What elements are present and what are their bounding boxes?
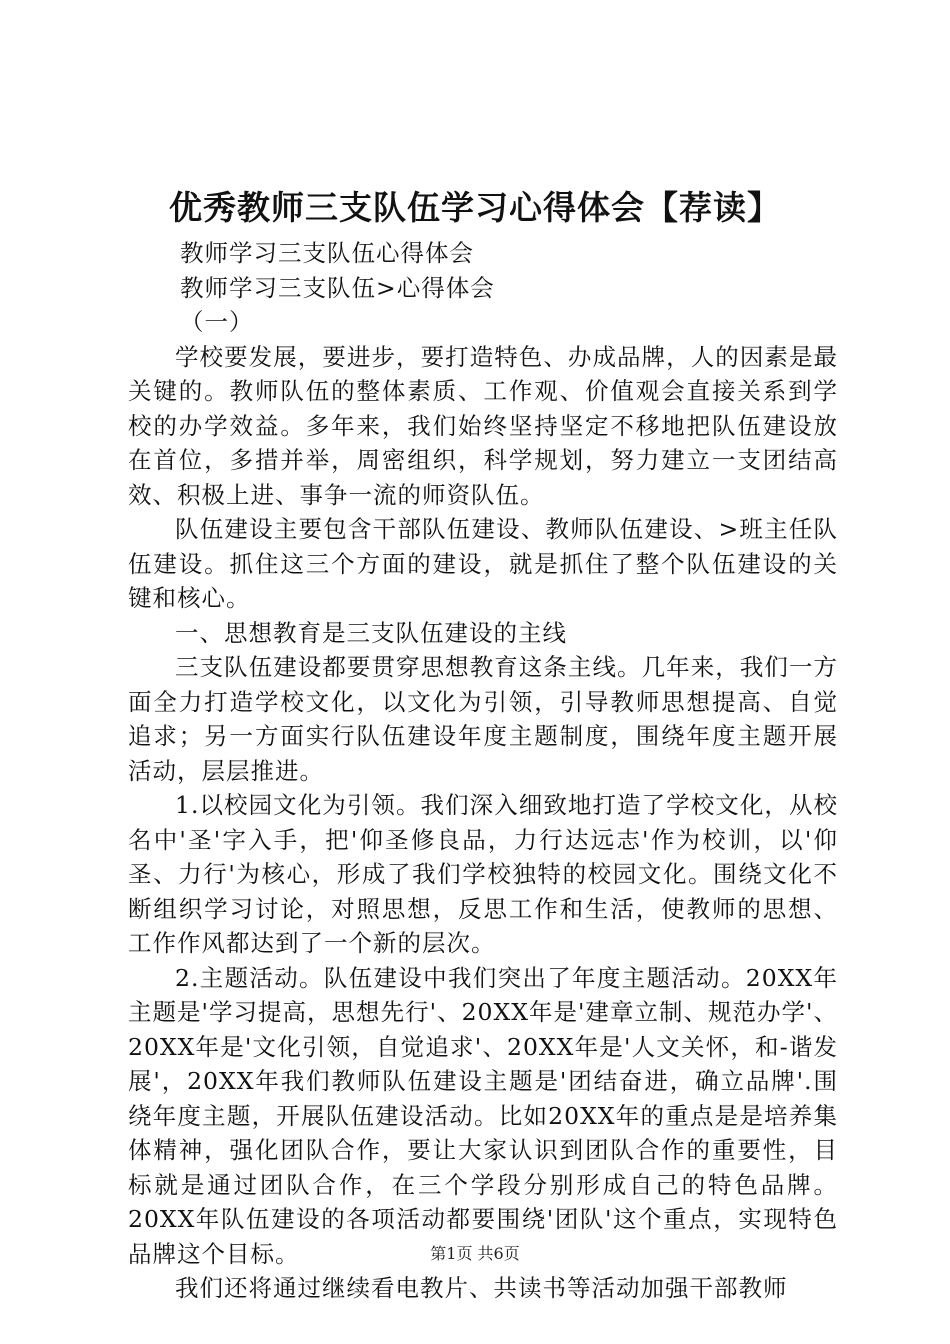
subtitle-line: 教师学习三支队伍心得体会 (180, 239, 474, 267)
body-paragraph: 1.以校园文化为引领。我们深入细致地打造了学校文化，从校名中'圣'字入手，把'仰圣修良品，力行达远志'作为校训，以'仰圣、力行'为核心，形成了我们学校独特的校园文化。围绕文化不断组织学习讨论，对照思想，反思工作和生活，使教师的思想、工作作风都达到了一个新的层次。 (128, 791, 838, 957)
document-body (128, 236, 838, 1306)
section-heading: 一、思想教育是三支队伍建设的主线 (175, 618, 567, 647)
page-footer: 第1页 共6页 (430, 1244, 520, 1263)
body-paragraph: 我们还将通过继续看电教片、共读书等活动加强干部教师 (175, 1274, 788, 1302)
document-title: 优秀教师三支队伍学习心得体会【荐读】 (169, 188, 781, 227)
body-paragraph: 三支队伍建设都要贯穿思想教育这条主线。几年来，我们一方面全力打造学校文化，以文化为引领，引导教师思想提高、自觉追求；另一方面实行队伍建设年度主题制度，围绕年度主题开展活动，层层推进。 (128, 653, 838, 785)
subtitle-line: 教师学习三支队伍>心得体会 (180, 273, 495, 302)
body-paragraph: 2.主题活动。队伍建设中我们突出了年度主题活动。20XX年主题是'学习提高，思想先行'、20XX年是'建章立制、规范办学'、20XX年是'文化引领，自觉追求'、20XX年是'人文关怀，和-谐发展'，20XX年我们教师队伍建设主题是'团结奋进，确立品牌'.围绕年度主题，开展队伍建设活动。比如20XX年的重点是是培养集体精神，强化团队合作，要让大家认识到团队合作的重要性，目标就是通过团队合作，在三个学段分别形成自己的特色品牌。20XX年队伍建设的各项活动都要围绕'团队'这个重点，实现特色品牌这个目标。 (128, 963, 838, 1268)
body-paragraph: 队伍建设主要包含干部队伍建设、教师队伍建设、>班主任队伍建设。抓住这三个方面的建设，就是抓住了整个队伍建设的关键和核心。 (128, 515, 838, 612)
section-number: （一） (180, 308, 254, 336)
body-paragraph: 学校要发展，要进步，要打造特色、办成品牌，人的因素是最关键的。教师队伍的整体素质、工作观、价值观会直接关系到学校的办学效益。多年来，我们始终坚持坚定不移地把队伍建设放在首位，多措并举，周密组织，科学规划，努力建立一支团结高效、积极上进、事争一流的师资队伍。 (128, 342, 838, 509)
